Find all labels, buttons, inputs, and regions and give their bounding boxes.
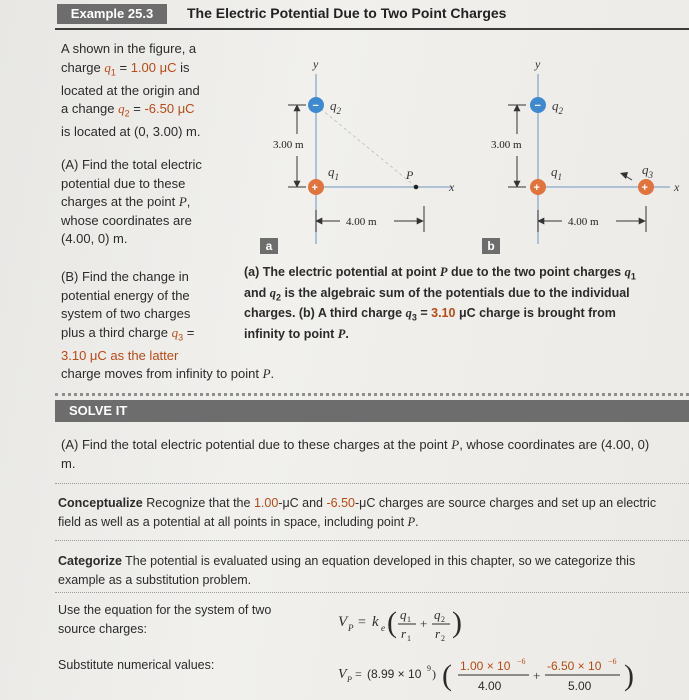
svg-text:P: P: [348, 623, 354, 633]
svg-text:−6: −6: [608, 657, 617, 666]
solve-it-header: SOLVE IT: [55, 400, 689, 422]
substitute-step: Substitute numerical values:: [58, 658, 215, 672]
y-label-b: y: [535, 57, 541, 71]
svg-text:5.00: 5.00: [568, 679, 592, 693]
svg-text:q: q: [434, 607, 441, 622]
svg-text:q1: $q_1$: [551, 164, 562, 182]
svg-text:−: −: [534, 100, 541, 112]
svg-text:2: 2: [441, 615, 445, 624]
svg-text:): ): [452, 606, 462, 639]
part-b-text: (B) Find the change in potential energy of the system of two charges plus a third charge $q_3$ = 3.10 μC as the latter charge moves from infinity to point P.: [61, 268, 301, 384]
categorize-step: Categorize The potential is evaluated using an equation developed in this chapter, so we categorize this example as a substitution problem.: [58, 554, 636, 587]
example-tag: Example 25.3: [57, 4, 167, 24]
q1-value: 1.00 μC: [130, 59, 177, 75]
panel-b-label: b: [482, 238, 500, 254]
y-label-a: y: [313, 57, 319, 71]
plus-sign-icon: +: [311, 182, 318, 194]
intro-line-5: is located at (0, 3.00) m.: [61, 124, 201, 140]
svg-text:-6.50 × 10: -6.50 × 10: [547, 659, 602, 673]
example-title: The Electric Potential Due to Two Point Charges: [187, 5, 507, 21]
part-a-text: (A) Find the total electric potential due to these charges at the point P, whose coordinates are (4.00, 0) m.: [61, 157, 202, 246]
x-label-b: x: [674, 180, 680, 194]
svg-text:+: +: [533, 668, 541, 683]
figure-svg: [240, 48, 689, 254]
panel-b: [491, 57, 680, 244]
dist-horizontal-a: 4.00 m: [346, 216, 377, 228]
example-header: [55, 0, 689, 30]
incoming-arrow-icon: [620, 172, 628, 179]
point-p-a: [414, 185, 419, 190]
svg-text:): ): [432, 667, 436, 681]
svg-text:V: V: [338, 667, 347, 682]
svg-text:1: 1: [407, 615, 411, 624]
svg-text:P: P: [347, 675, 352, 684]
point-p-label-a: P: [406, 168, 414, 182]
use-equation-step: Use the equation for the system of two source charges:: [58, 603, 272, 636]
svg-text:−6: −6: [517, 657, 526, 666]
svg-text:(8.99 × 10: (8.99 × 10: [367, 667, 422, 681]
solve-question: (A) Find the total electric potential due to these charges at the point P, whose coordinates are (4.00, 0) m.: [61, 437, 650, 471]
intro-line-4: a change $q_2 = -6.50$ μC: [61, 101, 195, 119]
svg-text:V: V: [338, 614, 348, 630]
panel-a-label: a: [260, 238, 278, 254]
svg-text:r: r: [435, 626, 441, 641]
intro-line-1: A shown in the figure, a: [61, 41, 197, 56]
intro-line-2: charge $q_1 = 1.00$ μC is: [61, 59, 190, 78]
intro-line-3: located at the origin and: [61, 82, 200, 98]
conceptualize-step: Conceptualize Recognize that the 1.00-μC and -6.50-μC charges are source charges and set up an electric field as well as a potential at all points in space, including point P.: [58, 496, 657, 529]
svg-text:q2: $q_2$: [552, 98, 563, 116]
substituted-equation: [336, 648, 689, 700]
svg-text:): ): [624, 659, 634, 692]
svg-text:(: (: [387, 606, 397, 639]
svg-text:q3: $q_3$: [642, 162, 653, 180]
potential-equation: [336, 600, 516, 646]
svg-text:e: e: [381, 623, 385, 633]
svg-text:+: +: [533, 182, 540, 194]
q3-value: 3.10 μC as the latter: [61, 347, 179, 363]
dist-vertical-b: 3.00 m: [491, 139, 522, 151]
minus-sign-icon: −: [312, 100, 319, 112]
svg-text:2: 2: [441, 634, 445, 643]
svg-text:=: =: [355, 667, 362, 681]
svg-text:(: (: [442, 659, 452, 692]
svg-text:q1: $q_1$: [328, 164, 339, 182]
q2-value: -6.50 μC: [144, 101, 195, 117]
x-label-a: x: [449, 180, 455, 194]
figure-diagram: [240, 48, 689, 254]
svg-text:4.00: 4.00: [478, 679, 502, 693]
svg-text:=: =: [358, 615, 366, 630]
svg-text:r: r: [401, 626, 407, 641]
svg-text:9: 9: [427, 664, 431, 673]
dist-horizontal-b: 4.00 m: [568, 216, 599, 228]
dist-vertical-a: 3.00 m: [273, 139, 304, 151]
svg-text:q2: $q_2$: [330, 98, 341, 116]
panel-a: [273, 57, 455, 244]
svg-text:k: k: [372, 614, 379, 630]
intro-text: [61, 40, 241, 142]
svg-text:1.00 × 10: 1.00 × 10: [460, 659, 511, 673]
svg-text:1: 1: [407, 634, 411, 643]
svg-text:+: +: [641, 182, 648, 194]
svg-text:+: +: [420, 616, 428, 631]
figure-caption: (a) The electric potential at point P due to the two point charges $q_1$ and $q_2$ is the algebraic sum of the potentials due to the individual charges. (b) A third charge $q_3 = 3.10$ μC charge is brought from infinity to point P.: [244, 265, 636, 341]
section-divider: [55, 393, 689, 396]
svg-text:q: q: [400, 607, 407, 622]
